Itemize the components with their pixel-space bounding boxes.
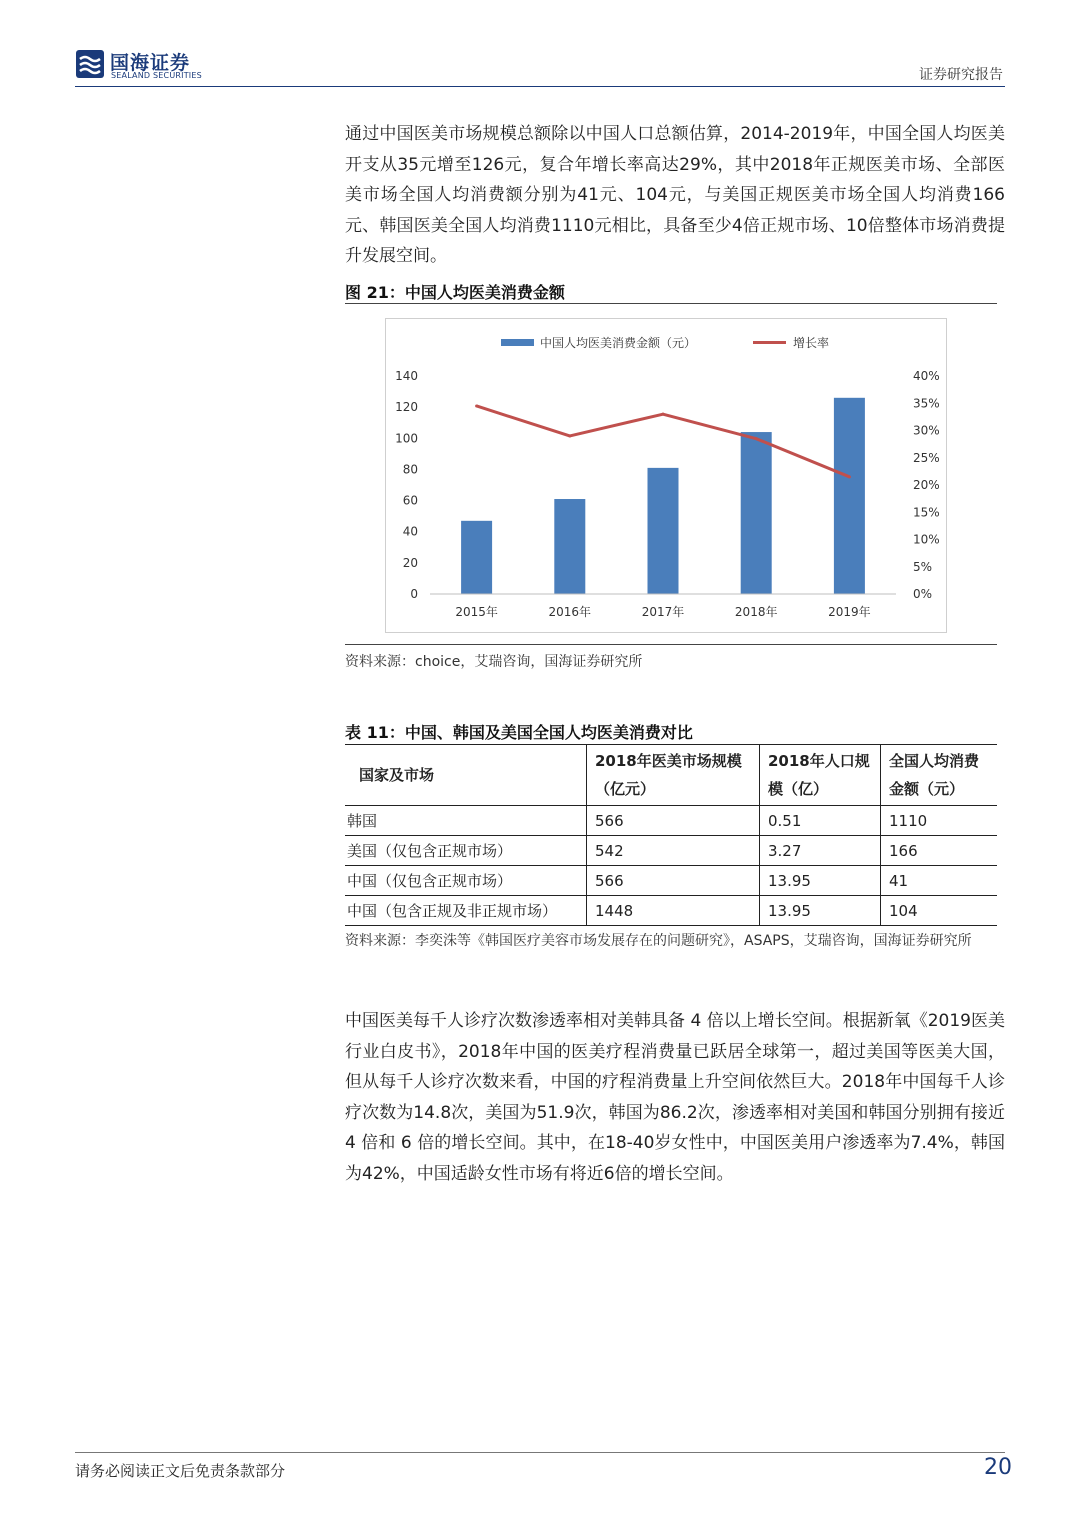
body-paragraph-1: 通过中国医美市场规模总额除以中国人口总额估算，2014-2019年，中国全国人均医美开支从35元增至126元，复合年增长率高达29%，其中2018年正规医美市场、全部医美市场全国人均消费额分别为41元、104元，与美国正规医美市场全国人均消费166元、韩国医美全国人均消费1110元相比，具备至少4倍正规市场、10倍整体市场消费提升发展空间。	[345, 124, 1005, 266]
bar-series	[461, 398, 865, 594]
left-axis-tick-label: 120	[395, 400, 418, 415]
right-axis-tick-label: 25%	[913, 450, 940, 465]
left-axis-ticks	[395, 369, 418, 601]
bar	[461, 521, 492, 594]
right-axis-ticks	[913, 369, 940, 601]
table-cell: 中国（仅包含正规市场）	[345, 866, 587, 896]
comparison-table	[345, 744, 997, 926]
chart-legend	[501, 335, 829, 350]
left-axis-tick-label: 0	[410, 587, 418, 601]
logo-english-name: SEALAND SECURITIES	[111, 71, 202, 80]
growth-rate-point	[568, 434, 571, 437]
table-cell: 41	[881, 866, 998, 896]
report-type-label: 证券研究报告	[919, 67, 1003, 83]
combo-chart	[386, 319, 946, 632]
table-row	[345, 866, 997, 896]
bar	[648, 468, 679, 594]
legend-label-bar: 中国人均医美消费金额（元）	[540, 336, 697, 350]
x-axis-ticks	[455, 604, 870, 619]
table-cell: 美国（仅包含正规市场）	[345, 836, 587, 866]
table-header-row	[345, 745, 997, 806]
x-axis-tick-label: 2018年	[734, 605, 778, 619]
growth-rate-point	[755, 437, 758, 440]
figure-title: 图 21：中国人均医美消费金额	[345, 283, 565, 302]
table-cell: 166	[881, 836, 998, 866]
table-header-cell: 全国人均消费金额（元）	[881, 745, 998, 806]
right-axis-tick-label: 20%	[913, 478, 940, 492]
figure-top-rule	[345, 303, 997, 304]
table-source: 资料来源：李奕洙等《韩国医疗美容市场发展存在的问题研究》，ASAPS，艾瑞咨询，国海证券研究所	[345, 933, 972, 949]
growth-rate-point	[475, 404, 478, 407]
x-axis-tick-label: 2016年	[548, 605, 592, 619]
growth-rate-line	[477, 406, 850, 477]
footer-rule	[75, 1452, 1005, 1453]
x-axis-tick-label: 2017年	[641, 605, 685, 619]
x-axis-tick-label: 2015年	[455, 605, 498, 619]
table-cell: 542	[587, 836, 760, 866]
bar	[834, 398, 865, 594]
right-axis-tick-label: 5%	[913, 559, 933, 574]
chart-container	[385, 318, 947, 633]
right-axis-tick-label: 0%	[913, 587, 933, 601]
table-title: 表 11：中国、韩国及美国全国人均医美消费对比	[345, 723, 693, 742]
right-axis-tick-label: 10%	[913, 532, 940, 547]
table-cell: 13.95	[760, 896, 881, 926]
bar	[554, 499, 585, 594]
table-cell: 中国（包含正规及非正规市场）	[345, 896, 587, 926]
table-cell: 566	[587, 866, 760, 896]
right-axis-tick-label: 30%	[913, 423, 940, 438]
table-cell: 0.51	[760, 806, 881, 836]
figure-bottom-rule	[345, 644, 997, 645]
left-axis-tick-label: 140	[395, 369, 418, 383]
growth-rate-point	[662, 413, 665, 416]
left-axis-tick-label: 100	[395, 431, 418, 446]
company-logo	[75, 44, 215, 84]
table-cell: 1110	[881, 806, 998, 836]
table-row	[345, 836, 997, 866]
left-axis-tick-label: 20	[402, 555, 418, 570]
table-header-cell: 国家及市场	[345, 745, 587, 806]
table-row	[345, 896, 997, 926]
table-header-cell: 2018年人口规模（亿）	[760, 745, 881, 806]
bar	[741, 432, 772, 594]
left-axis-tick-label: 40	[402, 524, 418, 539]
logo-chinese-name: 国海证券	[110, 52, 191, 74]
table-header-cell: 2018年医美市场规模（亿元）	[587, 745, 760, 806]
body-paragraph-2: 中国医美每千人诊疗次数渗透率相对美韩具备 4 倍以上增长空间。根据新氧《2019医美行业白皮书》，2018年中国的医美疗程消费量已跃居全球第一，超过美国等医美大国，但从每千人诊疗次数来看，中国的疗程消费量上升空间依然巨大。2018年中国每千人诊疗次数为14.8次，美国为51.9次，韩国为86.2次，渗透率相对美国和韩国分别拥有接近 4 倍和 6 倍的增长空间。其中，在18-40岁女性中，中国医美用户渗透率为7.4%，韩国为42%，中国适龄女性市场有将近6倍的增长空间。	[345, 1011, 1005, 1184]
sealand-logo-icon	[75, 49, 105, 79]
table-cell: 104	[881, 896, 998, 926]
left-axis-tick-label: 80	[402, 462, 418, 477]
table-cell: 1448	[587, 896, 760, 926]
right-axis-tick-label: 40%	[913, 369, 940, 383]
page-header	[75, 44, 1005, 87]
growth-rate-point	[848, 475, 851, 478]
legend-swatch-bar	[501, 339, 534, 346]
table-cell: 3.27	[760, 836, 881, 866]
footer-disclaimer: 请务必阅读正文后免责条款部分	[75, 1462, 286, 1480]
table-cell: 13.95	[760, 866, 881, 896]
table-row	[345, 806, 997, 836]
growth-line-series	[475, 404, 851, 478]
left-axis-tick-label: 60	[402, 493, 418, 508]
right-axis-tick-label: 15%	[913, 505, 940, 520]
right-axis-tick-label: 35%	[913, 396, 940, 411]
table-cell: 韩国	[345, 806, 587, 836]
legend-label-line: 增长率	[793, 336, 830, 350]
table-cell: 566	[587, 806, 760, 836]
page-number: 20	[984, 1455, 1012, 1480]
figure-source: 资料来源：choice，艾瑞咨询，国海证券研究所	[345, 654, 643, 670]
x-axis-tick-label: 2019年	[828, 605, 871, 619]
